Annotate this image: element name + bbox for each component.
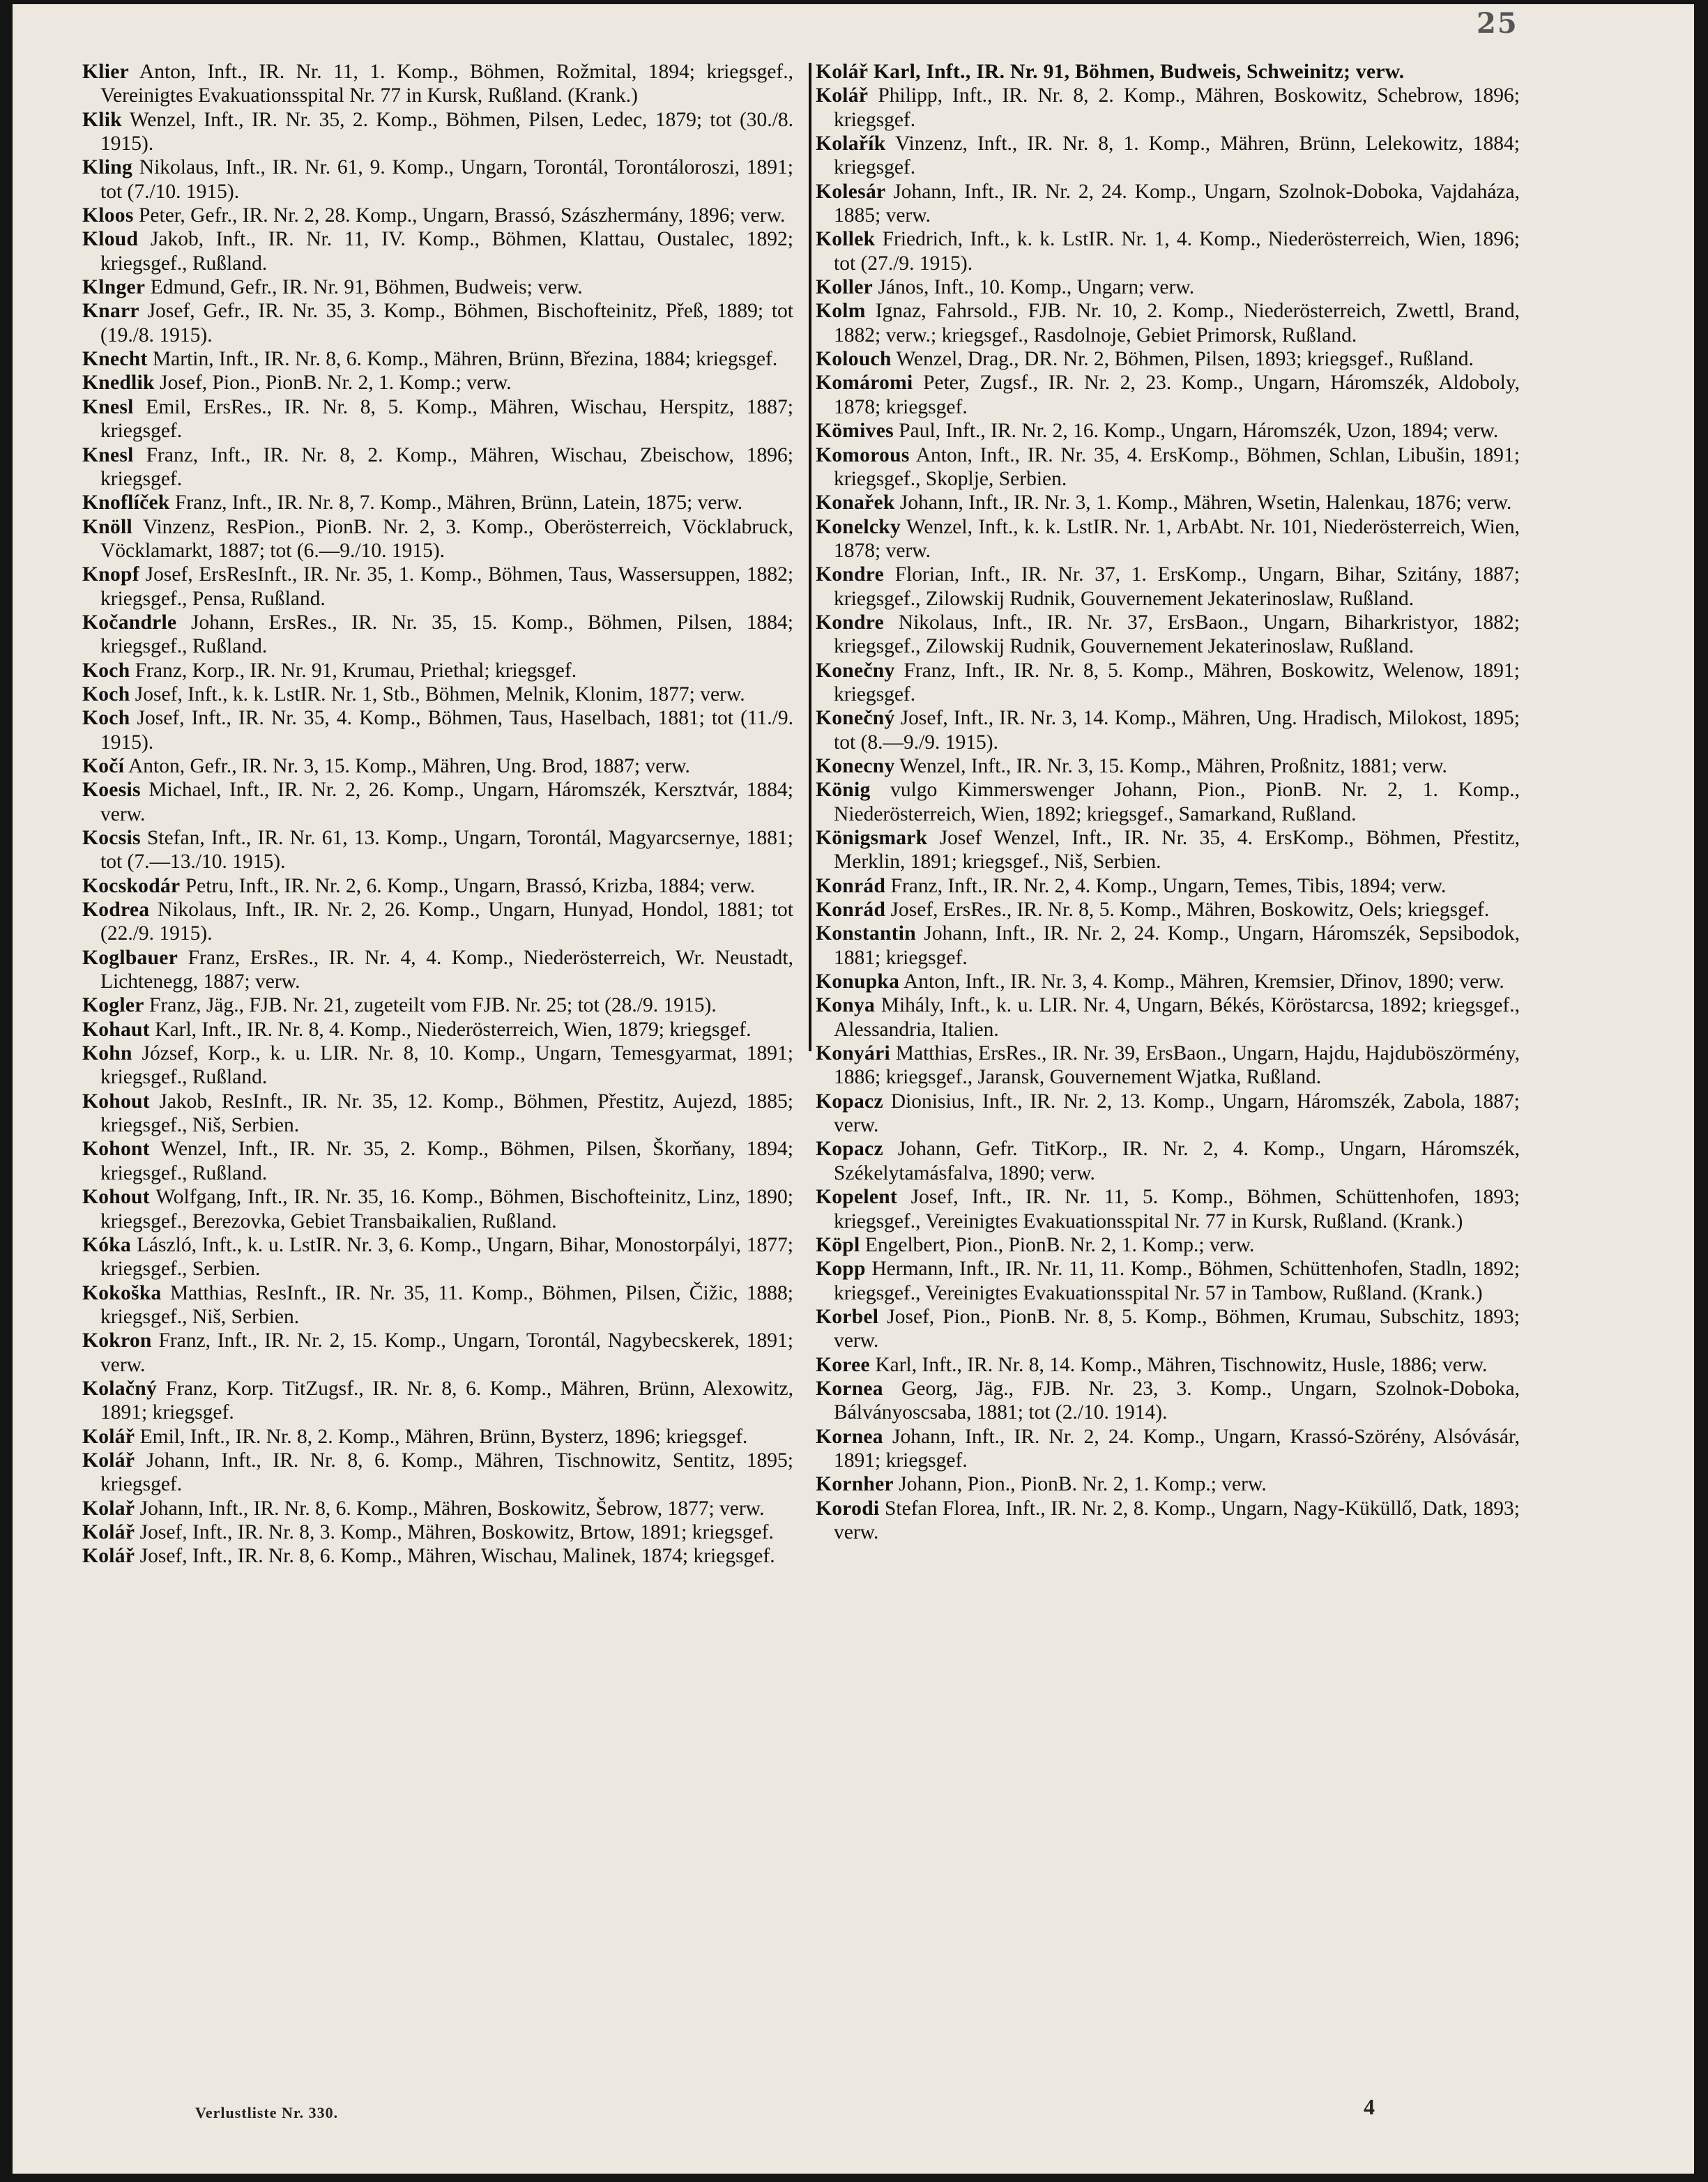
list-entry bbox=[816, 515, 1520, 563]
entry-details: Wolfgang, Inft., IR. Nr. 35, 16. Komp., Böhmen, Bischofteinitz, Linz, 1890; kriegsgef., Berezovka, Gebiet Transbaikalien, Rußland. bbox=[100, 1186, 793, 1233]
list-entry bbox=[82, 874, 793, 898]
list-entry bbox=[82, 659, 793, 682]
entry-details: Johann, Pion., PionB. Nr. 2, 1. Komp.; verw. bbox=[899, 1473, 1267, 1496]
entry-surname: Konupka bbox=[816, 970, 900, 993]
list-entry bbox=[82, 946, 793, 994]
entry-surname: Kloud bbox=[82, 228, 139, 251]
list-entry bbox=[82, 1185, 793, 1233]
entry-details: Matthias, ResInft., IR. Nr. 35, 11. Komp., Böhmen, Pilsen, Čižic, 1888; kriegsgef., Niš, Serbien. bbox=[100, 1281, 794, 1328]
entry-surname: Klnger bbox=[82, 276, 146, 299]
entry-surname: Konrád bbox=[816, 874, 886, 897]
entry-surname: Komorous bbox=[816, 443, 910, 466]
entry-details: Josef, Inft., IR. Nr. 8, 6. Komp., Mähren, Wischau, Malinek, 1874; kriegsgef. bbox=[139, 1545, 775, 1568]
entry-details: Nikolaus, Inft., IR. Nr. 37, ErsBaon., Ungarn, Biharkristyor, 1882; kriegsgef., Zilowskij Rudnik, Gouvernement Jekaterinoslaw, Rußland. bbox=[834, 611, 1520, 658]
list-entry bbox=[816, 1377, 1520, 1425]
entry-details: Franz, ErsRes., IR. Nr. 4, 4. Komp., Niederösterreich, Wr. Neustadt, Lichtenegg, 1887; verw. bbox=[100, 946, 794, 993]
entry-surname: Kornea bbox=[816, 1377, 883, 1400]
entry-surname: Kolařík bbox=[816, 132, 886, 155]
entry-details: Engelbert, Pion., PionB. Nr. 2, 1. Komp.; verw. bbox=[864, 1233, 1255, 1256]
entry-surname: Köpl bbox=[816, 1233, 860, 1256]
entry-surname: Kóka bbox=[82, 1233, 132, 1256]
entry-surname: Kocsis bbox=[82, 827, 141, 849]
list-entry bbox=[82, 204, 793, 227]
entry-surname: Koller bbox=[816, 276, 874, 299]
list-entry bbox=[82, 1329, 793, 1377]
list-entry bbox=[816, 611, 1520, 659]
list-entry bbox=[816, 1042, 1520, 1090]
entry-details: Karl, Inft., IR. Nr. 8, 14. Komp., Mähren, Tischnowitz, Husle, 1886; verw. bbox=[875, 1353, 1488, 1376]
entry-surname: Kondre bbox=[816, 611, 884, 634]
list-entry bbox=[82, 299, 793, 347]
entry-surname: Kočí bbox=[82, 754, 125, 777]
entry-surname: Konečny bbox=[816, 659, 895, 682]
entry-details: Franz, Jäg., FJB. Nr. 21, zugeteilt vom FJB. Nr. 25; tot (28./9. 1915). bbox=[149, 994, 717, 1017]
entry-details: Josef, Inft., IR. Nr. 35, 4. Komp., Böhmen, Taus, Haselbach, 1881; tot (11./9. 1915). bbox=[100, 707, 794, 754]
list-entry bbox=[82, 826, 793, 874]
entry-surname: Kohout bbox=[82, 1186, 150, 1209]
entry-details: Friedrich, Inft., k. k. LstIR. Nr. 1, 4. Komp., Niederösterreich, Wien, 1896; tot (27./9. 1915). bbox=[834, 228, 1520, 275]
list-entry bbox=[816, 993, 1520, 1042]
entry-details: Mihály, Inft., k. u. LIR. Nr. 4, Ungarn, Békés, Köröstarcsa, 1892; kriegsgef., Alessandria, Italien. bbox=[834, 994, 1520, 1041]
list-entry bbox=[82, 155, 793, 204]
entry-details: Josef, Inft., IR. Nr. 8, 3. Komp., Mähren, Boskowitz, Brtow, 1891; kriegsgef. bbox=[139, 1520, 774, 1543]
entry-details: Emil, ErsRes., IR. Nr. 8, 5. Komp., Mähren, Wischau, Herspitz, 1887; kriegsgef. bbox=[100, 395, 793, 443]
entry-surname: Kohaut bbox=[82, 1018, 150, 1041]
entry-surname: Kopelent bbox=[816, 1186, 898, 1209]
entry-surname: Kolař bbox=[82, 1497, 135, 1520]
entry-details: Anton, Inft., IR. Nr. 3, 4. Komp., Mähren, Kremsier, Dřinov, 1890; verw. bbox=[903, 970, 1504, 993]
entry-surname: Kopacz bbox=[816, 1090, 883, 1113]
entry-details: Petru, Inft., IR. Nr. 2, 6. Komp., Ungarn, Brassó, Krizba, 1884; verw. bbox=[185, 874, 756, 897]
entry-details: Karl, Inft., IR. Nr. 8, 4. Komp., Niederösterreich, Wien, 1879; kriegsgef. bbox=[155, 1018, 752, 1041]
entry-surname: Knoflíček bbox=[82, 491, 170, 514]
list-entry bbox=[816, 1353, 1520, 1377]
list-entry bbox=[82, 1520, 793, 1544]
list-entry bbox=[82, 347, 793, 371]
entry-details: Edmund, Gefr., IR. Nr. 91, Böhmen, Budweis; verw. bbox=[150, 276, 583, 299]
list-entry bbox=[82, 563, 793, 611]
entry-details: Philipp, Inft., IR. Nr. 8, 2. Komp., Mähren, Boskowitz, Schebrow, 1896; kriegsgef. bbox=[834, 84, 1520, 131]
entry-details: Johann, Inft., IR. Nr. 2, 24. Komp., Ungarn, Háromszék, Sepsibodok, 1881; kriegsgef. bbox=[834, 922, 1520, 969]
entry-surname: Konya bbox=[816, 994, 876, 1017]
entry-details: Johann, Inft., IR. Nr. 8, 6. Komp., Mähren, Tischnowitz, Sentitz, 1895; kriegsgef. bbox=[100, 1449, 793, 1496]
entry-surname: König bbox=[816, 779, 871, 802]
entry-surname: Koch bbox=[82, 707, 130, 730]
list-entry bbox=[816, 1233, 1520, 1257]
list-entry bbox=[82, 108, 793, 156]
entry-details: Vinzenz, Inft., IR. Nr. 8, 1. Komp., Mähren, Brünn, Lelekowitz, 1884; kriegsgef. bbox=[834, 132, 1520, 179]
list-entry bbox=[816, 1185, 1520, 1233]
list-entry bbox=[82, 1042, 793, 1090]
entry-surname: Kömives bbox=[816, 420, 894, 443]
entry-surname: Kokoška bbox=[82, 1281, 162, 1304]
list-entry bbox=[816, 1090, 1520, 1138]
list-entry bbox=[816, 491, 1520, 514]
entry-surname: Kolář bbox=[82, 1545, 135, 1568]
entry-details: Franz, Inft., IR. Nr. 2, 4. Komp., Ungarn, Temes, Tibis, 1894; verw. bbox=[890, 874, 1447, 897]
list-entry bbox=[82, 395, 793, 443]
list-entry bbox=[816, 180, 1520, 228]
entry-details: Josef Wenzel, Inft., IR. Nr. 35, 4. ErsKomp., Böhmen, Přestitz, Merklin, 1891; kriegsgef., Niš, Serbien. bbox=[834, 827, 1520, 873]
list-entry bbox=[816, 826, 1520, 874]
list-entry bbox=[82, 1018, 793, 1042]
entry-surname: Konelcky bbox=[816, 515, 901, 538]
list-entry bbox=[816, 443, 1520, 491]
list-entry bbox=[816, 132, 1520, 180]
entry-details: Franz, Korp. TitZugsf., IR. Nr. 8, 6. Komp., Mähren, Brünn, Alexowitz, 1891; kriegsgef. bbox=[100, 1377, 793, 1424]
entry-details: Johann, Gefr. TitKorp., IR. Nr. 2, 4. Komp., Ungarn, Háromszék, Székelytamásfalva, 1890; verw. bbox=[834, 1138, 1520, 1184]
list-entry bbox=[816, 563, 1520, 611]
entry-surname: Korbel bbox=[816, 1305, 879, 1328]
entry-details: Florian, Inft., IR. Nr. 37, 1. ErsKomp., Ungarn, Bihar, Szitány, 1887; kriegsgef., Zilowskij Rudnik, Gouvernement Jekaterinoslaw, Rußland. bbox=[834, 563, 1520, 610]
list-entry bbox=[82, 993, 793, 1017]
entry-details: Dionisius, Inft., IR. Nr. 2, 13. Komp., Ungarn, Háromszék, Zabola, 1887; verw. bbox=[834, 1090, 1520, 1137]
entry-details: Jakob, Inft., IR. Nr. 11, IV. Komp., Böhmen, Klattau, Oustalec, 1892; kriegsgef., Rußland. bbox=[100, 228, 793, 275]
list-entry bbox=[82, 443, 793, 491]
entry-surname: Kolář bbox=[816, 84, 869, 107]
list-entry bbox=[816, 419, 1520, 443]
entry-details: Emil, Inft., IR. Nr. 8, 2. Komp., Mähren, Brünn, Bysterz, 1896; kriegsgef. bbox=[139, 1425, 748, 1448]
list-entry bbox=[816, 1137, 1520, 1185]
entry-details: Johann, ErsRes., IR. Nr. 35, 15. Komp., Böhmen, Pilsen, 1884; kriegsgef., Rußland. bbox=[100, 611, 794, 658]
entry-surname: Kornea bbox=[816, 1425, 883, 1448]
list-entry bbox=[82, 1449, 793, 1497]
list-entry bbox=[816, 275, 1520, 299]
entry-details: Franz, Korp., IR. Nr. 91, Krumau, Priethal; kriegsgef. bbox=[135, 659, 577, 682]
entry-surname: Konyári bbox=[816, 1042, 890, 1065]
list-entry bbox=[816, 898, 1520, 922]
list-entry bbox=[82, 275, 793, 299]
entry-surname: Koesis bbox=[82, 779, 141, 802]
entry-surname: Knedlik bbox=[82, 372, 155, 395]
column-divider bbox=[809, 63, 811, 1051]
entry-surname: Kolačný bbox=[82, 1377, 157, 1400]
entry-details: Franz, Inft., IR. Nr. 8, 7. Komp., Mähren, Brünn, Latein, 1875; verw. bbox=[175, 491, 743, 514]
list-entry bbox=[82, 898, 793, 946]
list-entry bbox=[82, 227, 793, 275]
entry-details: Vinzenz, ResPion., PionB. Nr. 2, 3. Komp., Oberösterreich, Vöcklabruck, Vöcklamarkt, 1887; tot (6.—9./10. 1915). bbox=[100, 515, 794, 562]
entry-surname: Kocskodár bbox=[82, 874, 181, 897]
entry-details: Josef, Inft., IR. Nr. 11, 5. Komp., Böhmen, Schüttenhofen, 1893; kriegsgef., Vereinigtes Evakuationsspital Nr. 77 in Kursk, Rußland. (Krank.) bbox=[834, 1186, 1520, 1233]
footer-list-number: Verlustliste Nr. 330. bbox=[195, 2104, 339, 2121]
list-entry bbox=[816, 347, 1520, 371]
list-entry bbox=[816, 227, 1520, 275]
entry-details: Martin, Inft., IR. Nr. 8, 6. Komp., Mähren, Brünn, Březina, 1884; kriegsgef. bbox=[152, 348, 778, 371]
entry-surname: Konečný bbox=[816, 707, 895, 730]
entry-surname: Kohout bbox=[82, 1090, 150, 1113]
entry-surname: Korodi bbox=[816, 1497, 880, 1520]
entry-surname: Kohn bbox=[82, 1042, 132, 1065]
list-entry bbox=[82, 1137, 793, 1185]
entry-details: Johann, Inft., IR. Nr. 2, 24. Komp., Ungarn, Krassó-Szörény, Alsóvásár, 1891; kriegsgef. bbox=[834, 1425, 1520, 1472]
entry-details: Josef, Inft., IR. Nr. 3, 14. Komp., Mähren, Ung. Hradisch, Milokost, 1895; tot (8.—9./9. 1915). bbox=[834, 707, 1520, 754]
entry-surname: Kollek bbox=[816, 228, 876, 251]
entry-surname: Koglbauer bbox=[82, 946, 178, 969]
list-entry bbox=[816, 84, 1520, 132]
list-entry bbox=[816, 1305, 1520, 1353]
entry-surname: Koree bbox=[816, 1353, 870, 1376]
entry-surname: Kolouch bbox=[816, 348, 892, 371]
entry-surname: Kodrea bbox=[82, 899, 150, 922]
list-entry bbox=[816, 371, 1520, 419]
list-entry bbox=[816, 659, 1520, 707]
entry-surname: Knecht bbox=[82, 348, 148, 371]
entry-surname: Komáromi bbox=[816, 372, 913, 395]
footer-sheet-number: 4 bbox=[1364, 2094, 1375, 2119]
entry-surname: Königsmark bbox=[816, 827, 928, 849]
list-entry bbox=[816, 1472, 1520, 1496]
list-entry bbox=[82, 706, 793, 754]
entry-surname: Klik bbox=[82, 108, 122, 131]
entry-details: vulgo Kimmerswenger Johann, Pion., PionB. Nr. 2, 1. Komp., Niederösterreich, Wien, 1892; kriegsgef., Samarkand, Rußland. bbox=[834, 779, 1520, 825]
entry-details: Nikolaus, Inft., IR. Nr. 61, 9. Komp., Ungarn, Torontál, Torontáloroszi, 1891; tot (7./10. 1915). bbox=[100, 156, 793, 203]
list-entry bbox=[816, 1425, 1520, 1473]
entry-surname: Kogler bbox=[82, 994, 144, 1017]
entry-details: Kolář Karl, Inft., IR. Nr. 91, Böhmen, Budweis, Schweinitz; verw. bbox=[816, 61, 1405, 83]
entry-details: Georg, Jäg., FJB. Nr. 23, 3. Komp., Ungarn, Szolnok-Doboka, Bálványoscsaba, 1881; tot (2./10. 1914). bbox=[834, 1377, 1520, 1424]
entry-details: Stefan Florea, Inft., IR. Nr. 2, 8. Komp., Ungarn, Nagy-Küküllő, Datk, 1893; verw. bbox=[834, 1497, 1520, 1543]
entry-surname: Konstantin bbox=[816, 922, 916, 945]
entry-details: Josef, Pion., PionB. Nr. 8, 5. Komp., Böhmen, Krumau, Subschitz, 1893; verw. bbox=[834, 1305, 1520, 1352]
list-entry bbox=[82, 1497, 793, 1520]
entry-details: Anton, Inft., IR. Nr. 11, 1. Komp., Böhmen, Rožmital, 1894; kriegsgef., Vereinigtes Evakuationsspital Nr. 77 in Kursk, Rußland. (Krank.) bbox=[100, 61, 794, 107]
entry-details: Franz, Inft., IR. Nr. 8, 5. Komp., Mähren, Boskowitz, Welenow, 1891; kriegsgef. bbox=[834, 659, 1520, 705]
list-entry bbox=[816, 60, 1520, 84]
entry-surname: Knöll bbox=[82, 515, 132, 538]
entry-surname: Kokron bbox=[82, 1329, 152, 1352]
entry-details: Wenzel, Inft., IR. Nr. 35, 2. Komp., Böhmen, Pilsen, Ledec, 1879; tot (30./8. 1915). bbox=[100, 108, 793, 155]
entry-surname: Knesl bbox=[82, 443, 134, 466]
list-entry bbox=[82, 60, 793, 108]
entry-details: Johann, Inft., IR. Nr. 2, 24. Komp., Ungarn, Szolnok-Doboka, Vajdaháza, 1885; verw. bbox=[834, 180, 1520, 227]
entry-surname: Kopacz bbox=[816, 1138, 883, 1161]
entry-surname: Konecny bbox=[816, 754, 895, 777]
list-entry bbox=[82, 778, 793, 826]
list-entry bbox=[816, 1497, 1520, 1545]
entry-surname: Kolm bbox=[816, 300, 866, 323]
entry-details: Anton, Gefr., IR. Nr. 3, 15. Komp., Mähren, Ung. Brod, 1887; verw. bbox=[128, 754, 690, 777]
list-entry bbox=[82, 371, 793, 395]
list-entry bbox=[816, 874, 1520, 898]
page bbox=[13, 4, 1694, 2174]
list-entry bbox=[82, 682, 793, 706]
list-entry bbox=[816, 299, 1520, 347]
list-entry bbox=[82, 754, 793, 778]
entry-details: Anton, Inft., IR. Nr. 35, 4. ErsKomp., Böhmen, Schlan, Libušin, 1891; kriegsgef., Skoplje, Serbien. bbox=[834, 443, 1520, 490]
entry-details: János, Inft., 10. Komp., Ungarn; verw. bbox=[878, 276, 1195, 299]
entry-surname: Konrád bbox=[816, 899, 886, 922]
entry-surname: Kočandrle bbox=[82, 611, 177, 634]
list-entry bbox=[82, 611, 793, 659]
entry-surname: Kolesár bbox=[816, 180, 886, 203]
entry-surname: Knesl bbox=[82, 395, 134, 418]
list-entry bbox=[82, 1425, 793, 1449]
entry-details: Peter, Gefr., IR. Nr. 2, 28. Komp., Ungarn, Brassó, Szászhermány, 1896; verw. bbox=[139, 204, 786, 227]
list-entry bbox=[816, 922, 1520, 970]
entry-surname: Kolář bbox=[82, 1520, 135, 1543]
entry-details: Wenzel, Drag., DR. Nr. 2, Böhmen, Pilsen, 1893; kriegsgef., Rußland. bbox=[896, 348, 1474, 371]
entry-details: Paul, Inft., IR. Nr. 2, 16. Komp., Ungarn, Háromszék, Uzon, 1894; verw. bbox=[899, 420, 1499, 443]
entry-surname: Kondre bbox=[816, 563, 884, 586]
list-entry bbox=[82, 1544, 793, 1568]
entry-details: Nikolaus, Inft., IR. Nr. 2, 26. Komp., Ungarn, Hunyad, Hondol, 1881; tot (22./9. 1915). bbox=[100, 899, 793, 945]
entry-surname: Kolář bbox=[82, 1425, 135, 1448]
entry-details: László, Inft., k. u. LstIR. Nr. 3, 6. Komp., Ungarn, Bihar, Monostorpályi, 1877; kriegsgef., Serbien. bbox=[100, 1233, 794, 1281]
entry-surname: Kopp bbox=[816, 1258, 866, 1281]
entry-details: Peter, Zugsf., IR. Nr. 2, 23. Komp., Ungarn, Háromszék, Aldoboly, 1878; kriegsgef. bbox=[834, 372, 1520, 418]
entry-details: Johann, Inft., IR. Nr. 8, 6. Komp., Mähren, Boskowitz, Šebrow, 1877; verw. bbox=[139, 1497, 765, 1520]
entry-details: Josef, ErsResInft., IR. Nr. 35, 1. Komp., Böhmen, Taus, Wassersuppen, 1882; kriegsgef., Pensa, Rußland. bbox=[100, 563, 794, 610]
entry-details: Franz, Inft., IR. Nr. 8, 2. Komp., Mähren, Wischau, Zbeischow, 1896; kriegsgef. bbox=[100, 443, 794, 490]
list-entry bbox=[82, 491, 793, 514]
entry-details: Ignaz, Fahrsold., FJB. Nr. 10, 2. Komp., Niederösterreich, Zwettl, Brand, 1882; verw.; kriegsgef., Rasdolnoje, Gebiet Primorsk, Rußland. bbox=[834, 300, 1520, 346]
entry-details: Jakob, ResInft., IR. Nr. 35, 12. Komp., Böhmen, Přestitz, Aujezd, 1885; kriegsgef., Niš, Serbien. bbox=[100, 1090, 793, 1137]
entry-surname: Koch bbox=[82, 682, 130, 705]
entry-details: Wenzel, Inft., IR. Nr. 3, 15. Komp., Mähren, Proßnitz, 1881; verw. bbox=[899, 754, 1447, 777]
list-entry bbox=[816, 754, 1520, 778]
entry-details: Michael, Inft., IR. Nr. 2, 26. Komp., Ungarn, Háromszék, Kersztvár, 1884; verw. bbox=[100, 779, 793, 825]
entry-details: Josef, Pion., PionB. Nr. 2, 1. Komp.; verw. bbox=[160, 372, 512, 395]
entry-details: József, Korp., k. u. LIR. Nr. 8, 10. Komp., Ungarn, Temesgyarmat, 1891; kriegsgef., Rußland. bbox=[100, 1042, 793, 1089]
entry-surname: Kloos bbox=[82, 204, 134, 227]
right-column bbox=[816, 60, 1520, 1544]
entry-surname: Kolář bbox=[82, 1449, 135, 1472]
entry-details: Matthias, ErsRes., IR. Nr. 39, ErsBaon., Ungarn, Hajdu, Hajduböszörmény, 1886; kriegsgef., Jaransk, Gouvernement Wjatka, Rußland. bbox=[834, 1042, 1520, 1089]
entry-surname: Klier bbox=[82, 61, 130, 83]
list-entry bbox=[82, 1281, 793, 1329]
left-column bbox=[82, 60, 793, 1569]
list-entry bbox=[82, 1377, 793, 1425]
list-entry bbox=[82, 515, 793, 563]
entry-surname: Knarr bbox=[82, 300, 139, 323]
entry-surname: Konařek bbox=[816, 491, 895, 514]
entry-details: Johann, Inft., IR. Nr. 3, 1. Komp., Mähren, Wsetin, Halenkau, 1876; verw. bbox=[899, 491, 1512, 514]
entry-details: Josef, ErsRes., IR. Nr. 8, 5. Komp., Mähren, Boskowitz, Oels; kriegsgef. bbox=[890, 899, 1490, 922]
list-entry bbox=[816, 778, 1520, 826]
list-entry bbox=[816, 970, 1520, 993]
entry-details: Josef, Gefr., IR. Nr. 35, 3. Komp., Böhmen, Bischofteinitz, Přeß, 1889; tot (19./8. 1915). bbox=[100, 300, 794, 346]
entry-surname: Kornher bbox=[816, 1473, 894, 1496]
list-entry bbox=[816, 706, 1520, 754]
entry-details: Franz, Inft., IR. Nr. 2, 15. Komp., Ungarn, Torontál, Nagybecskerek, 1891; verw. bbox=[100, 1329, 793, 1376]
entry-details: Wenzel, Inft., IR. Nr. 35, 2. Komp., Böhmen, Pilsen, Škorňany, 1894; kriegsgef., Rußland. bbox=[100, 1138, 793, 1184]
list-entry bbox=[816, 1257, 1520, 1305]
entry-surname: Kling bbox=[82, 156, 132, 179]
entry-surname: Knopf bbox=[82, 563, 139, 586]
entry-surname: Kohont bbox=[82, 1138, 150, 1161]
entry-details: Josef, Inft., k. k. LstIR. Nr. 1, Stb., Böhmen, Melnik, Klonim, 1877; verw. bbox=[135, 682, 745, 705]
page-number: 25 bbox=[1477, 7, 1518, 40]
entry-details: Hermann, Inft., IR. Nr. 11, 11. Komp., Böhmen, Schüttenhofen, Stadln, 1892; kriegsgef., Vereinigtes Evakuationsspital Nr. 57 in Tambow, Rußland. (Krank.) bbox=[834, 1258, 1520, 1304]
entry-details: Stefan, Inft., IR. Nr. 61, 13. Komp., Ungarn, Torontál, Magyarcsernye, 1881; tot (7.—13./10. 1915). bbox=[100, 827, 793, 873]
list-entry bbox=[82, 1090, 793, 1138]
list-entry bbox=[82, 1233, 793, 1281]
entry-surname: Koch bbox=[82, 659, 130, 682]
entry-details: Wenzel, Inft., k. k. LstIR. Nr. 1, ArbAbt. Nr. 101, Niederösterreich, Wien, 1878; verw. bbox=[834, 515, 1520, 562]
